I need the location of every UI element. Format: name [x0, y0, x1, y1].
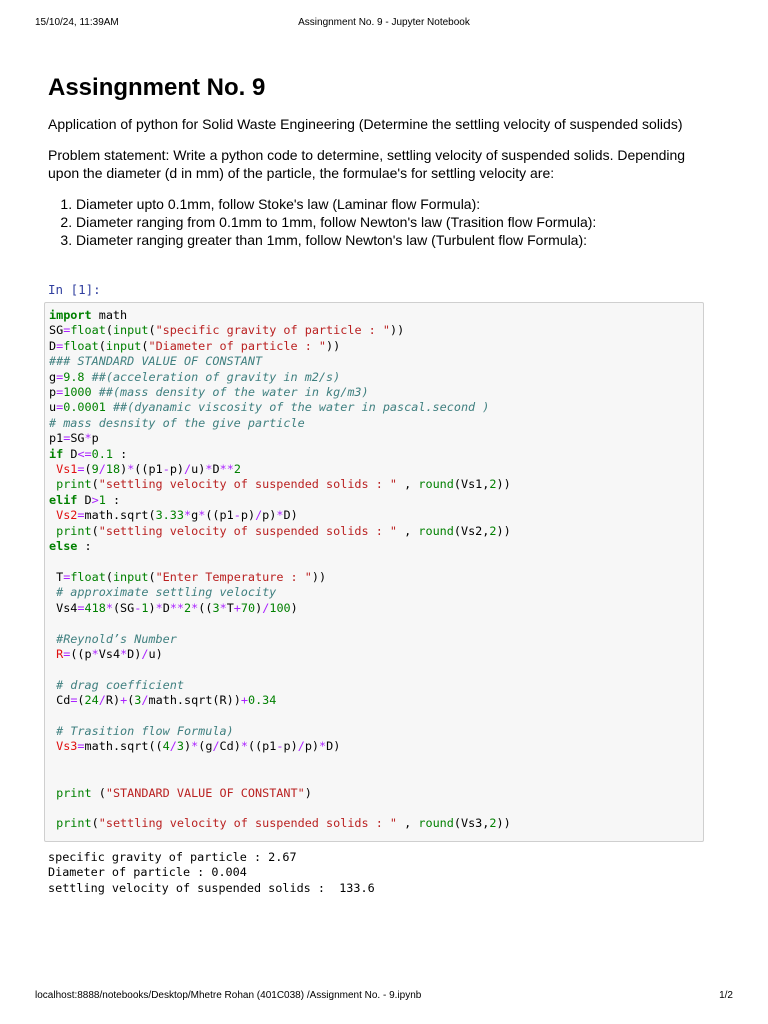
code-token: "Enter Temperature : " [155, 569, 312, 584]
code-token: / [184, 462, 192, 477]
code-token: : [105, 492, 121, 507]
code-token: 2 [489, 816, 497, 831]
code-token: p) [304, 739, 320, 754]
code-token: (Vs1, [453, 477, 490, 492]
code-token: / [255, 508, 263, 523]
print-page-title: Assingnment No. 9 - Jupyter Notebook [298, 17, 470, 28]
code-token: ((p [70, 646, 92, 661]
code-token: 1 [141, 600, 149, 615]
code-token: ( [91, 523, 99, 538]
code-token: * [219, 600, 227, 615]
code-token: 0.1 [91, 446, 113, 461]
code-token: SG [70, 431, 85, 446]
code-token: p [91, 431, 99, 446]
code-token: ) [184, 739, 192, 754]
print-header [35, 17, 733, 31]
code-token: / [262, 600, 270, 615]
code-comment: # Trasition flow Formula) [49, 723, 234, 738]
code-token: (Vs2, [453, 523, 490, 538]
code-token: round [418, 523, 454, 538]
code-token: D [162, 600, 170, 615]
code-token: (Vs3, [453, 816, 490, 831]
code-token: 418 [84, 600, 106, 615]
code-token: - [134, 600, 142, 615]
print-footer [35, 990, 733, 1004]
code-token: p) [262, 508, 277, 523]
code-comment: ##(dyanamic viscosity of the water in pascal.second ) [105, 400, 490, 415]
code-token: D) [283, 508, 298, 523]
code-token: = [63, 323, 71, 338]
code-token: math.sqrt( [84, 508, 156, 523]
problem-statement: Problem statement: Write a python code to determine, settling velocity of suspended solids. Depending upon the diameter (d in mm) of the particle, the formulae's for settling velocity are: [48, 147, 686, 181]
code-token: "STANDARD VALUE OF CONSTANT" [105, 785, 305, 800]
code-token: round [418, 477, 454, 492]
code-token: g [191, 508, 199, 523]
code-token: float [70, 569, 106, 584]
output-line: specific gravity of particle : 2.67 [48, 850, 297, 864]
code-token: Vs2 [49, 508, 78, 523]
code-token: + [120, 693, 128, 708]
code-token: 100 [269, 600, 291, 615]
code-token: = [77, 739, 85, 754]
code-token: (g [198, 739, 213, 754]
code-token: ( [91, 785, 106, 800]
code-token: 0.34 [247, 693, 277, 708]
code-comment: # mass desnsity of the give particle [49, 415, 305, 430]
code-token: * [205, 462, 213, 477]
code-token: elif [49, 492, 78, 507]
code-token: (( [198, 600, 213, 615]
print-date: 15/10/24, 11:39AM [35, 17, 119, 28]
code-token: * [191, 739, 199, 754]
code-token: 18 [105, 462, 121, 477]
code-token: * [240, 739, 248, 754]
code-token: = [63, 569, 71, 584]
code-token: 1000 [63, 385, 92, 400]
code-token: 0.0001 [63, 400, 106, 415]
code-token: 70 [240, 600, 256, 615]
intro-text: Application of python for Solid Waste Engineering (Determine the settling velocity of suspended solids) [48, 116, 683, 132]
code-comment: #Reynold’s Number [49, 631, 177, 646]
code-token: * [191, 600, 199, 615]
code-token: , [397, 523, 419, 538]
code-token: 9.8 [63, 369, 85, 384]
code-token: * [127, 462, 135, 477]
code-token: R) [105, 693, 121, 708]
code-cell[interactable] [44, 302, 704, 842]
code-token: - [233, 508, 241, 523]
code-token: p [49, 385, 57, 400]
code-token: , [397, 477, 419, 492]
code-comment: # approximate settling velocity [49, 585, 277, 600]
code-token: ( [105, 323, 113, 338]
code-token: 3 [212, 600, 220, 615]
code-token: if [49, 446, 64, 461]
code-token: * [319, 739, 327, 754]
code-token: ( [148, 569, 156, 584]
code-editor[interactable] [49, 308, 511, 832]
code-token: ( [127, 693, 135, 708]
code-token: )) [496, 477, 511, 492]
cell-input-prompt: In [1]: [48, 282, 101, 297]
code-token: * [183, 508, 192, 523]
code-token: D [63, 446, 78, 461]
code-token: D [212, 462, 220, 477]
code-token: ) [304, 785, 312, 800]
code-token: 2 [233, 462, 241, 477]
code-token: = [77, 600, 85, 615]
code-token: * [84, 431, 92, 446]
code-token: = [63, 646, 71, 661]
code-token: = [77, 462, 85, 477]
code-token: ((p1 [205, 508, 234, 523]
code-token: 9 [91, 462, 99, 477]
code-token: Vs3 [49, 739, 78, 754]
code-token: 3 [134, 693, 142, 708]
code-token: / [141, 646, 149, 661]
code-token: )) [496, 523, 511, 538]
code-token: u) [191, 462, 206, 477]
code-token: ) [290, 600, 298, 615]
code-token: - [162, 462, 170, 477]
code-token: * [105, 600, 113, 615]
code-token: "settling velocity of suspended solids : " [98, 477, 398, 492]
code-token: T [226, 600, 234, 615]
rule-item: 1. Diameter upto 0.1mm, follow Stoke's law (Laminar flow Formula): [76, 195, 716, 213]
rules-list [48, 195, 716, 249]
code-token: : [112, 446, 128, 461]
code-token: = [70, 693, 78, 708]
code-token: = [56, 400, 64, 415]
code-token: input [112, 323, 149, 338]
code-token: import [49, 308, 92, 322]
code-token: ) [148, 600, 156, 615]
code-token: ((p1 [247, 739, 277, 754]
code-comment: ### STANDARD VALUE OF CONSTANT [49, 354, 263, 369]
code-token: = [56, 338, 64, 353]
code-token: ** [169, 600, 185, 615]
code-token: u [49, 400, 57, 415]
code-token: ) [120, 462, 128, 477]
code-token: T [49, 569, 64, 584]
code-token: "settling velocity of suspended solids : " [98, 523, 398, 538]
code-token: / [169, 739, 177, 754]
rule-item: 3. Diameter ranging greater than 1mm, follow Newton's law (Turbulent flow Formula): [76, 231, 716, 249]
code-token: math.sqrt(R)) [148, 693, 241, 708]
notebook-heading: Assingnment No. 9 [48, 74, 266, 101]
code-token: * [91, 646, 99, 661]
page-number: 1/2 [719, 990, 733, 1001]
code-token: float [70, 323, 106, 338]
code-token: ( [84, 462, 92, 477]
code-token: g [49, 369, 57, 384]
rule-item: 2. Diameter ranging from 0.1mm to 1mm, follow Newton's law (Trasition flow Formula): [76, 213, 716, 231]
code-token: ( [148, 323, 156, 338]
code-token: Cd [49, 693, 71, 708]
code-token: > [91, 492, 99, 507]
code-token: print [49, 477, 92, 492]
code-token: ( [91, 477, 99, 492]
code-token: ( [98, 338, 106, 353]
code-token: D [49, 338, 57, 353]
code-token: : [77, 539, 92, 554]
code-token: + [233, 600, 241, 615]
code-token: p) [169, 462, 185, 477]
code-token: ( [105, 569, 113, 584]
code-token: 3 [176, 739, 184, 754]
code-comment: ##(acceleration of gravity in m2/s) [84, 369, 341, 384]
code-token: )) [326, 338, 341, 353]
code-token: p1 [49, 431, 64, 446]
code-token: )) [389, 323, 405, 338]
code-token: * [276, 508, 284, 523]
code-token: "settling velocity of suspended solids : " [98, 816, 398, 831]
code-token: * [120, 646, 128, 661]
code-token: "Diameter of particle : " [148, 338, 327, 353]
code-token: (SG [112, 600, 135, 615]
code-token: )) [311, 569, 327, 584]
code-token: = [56, 385, 64, 400]
code-token: 2 [184, 600, 192, 615]
output-line: Diameter of particle : 0.004 [48, 865, 247, 880]
code-token: <= [77, 446, 92, 461]
code-token: math [91, 308, 128, 322]
code-token: 2 [489, 477, 497, 492]
code-token: * [155, 600, 163, 615]
code-token: else [49, 539, 78, 554]
code-token: , [397, 816, 419, 831]
print-url: localhost:8888/notebooks/Desktop/Mhetre Rohan (401C038) /Assignment No. - 9.ipynb [35, 990, 422, 1001]
code-token: Vs4 [49, 600, 78, 615]
code-token: input [112, 569, 149, 584]
code-token: / [98, 462, 106, 477]
code-token: + [240, 693, 248, 708]
code-token: = [56, 369, 64, 384]
output-line: settling velocity of suspended solids : 133.6 [48, 880, 375, 895]
code-token: / [141, 693, 149, 708]
code-token: u) [148, 646, 163, 661]
code-token: / [297, 739, 305, 754]
code-token: print [49, 523, 92, 538]
code-token: SG [49, 323, 64, 338]
code-token: p) [283, 739, 298, 754]
code-token: 2 [489, 523, 497, 538]
code-token: Vs1 [49, 462, 78, 477]
code-token: 1 [98, 492, 106, 507]
code-token: ) [255, 600, 263, 615]
code-token: D) [127, 646, 142, 661]
code-token: 24 [84, 693, 99, 708]
code-token: D) [326, 739, 341, 754]
code-token: = [63, 431, 71, 446]
code-comment: ##(mass density of the water in kg/m3) [91, 385, 369, 400]
code-token: "specific gravity of particle : " [155, 323, 390, 338]
code-token: / [212, 739, 220, 754]
code-token: Vs4 [98, 646, 121, 661]
code-token: Cd) [219, 739, 241, 754]
code-token: )) [496, 816, 511, 831]
code-token: math.sqrt(( [84, 739, 163, 754]
code-token: * [198, 508, 206, 523]
code-token: R [49, 646, 64, 661]
code-token: 3.33 [155, 508, 184, 523]
code-token: ((p1 [134, 462, 163, 477]
code-token: / [98, 693, 106, 708]
code-token: 4 [162, 739, 170, 754]
code-token: ( [141, 338, 149, 353]
code-token: print [49, 816, 92, 831]
cell-output [48, 850, 375, 896]
code-token: - [276, 739, 284, 754]
code-token: = [77, 508, 85, 523]
code-token: round [418, 816, 454, 831]
code-token: input [105, 338, 142, 353]
code-comment: # drag coefficient [49, 677, 184, 692]
code-token: ** [219, 462, 234, 477]
code-token: float [63, 338, 99, 353]
code-token: D [77, 492, 92, 507]
code-token: ( [91, 816, 99, 831]
code-token: ( [77, 693, 85, 708]
code-token: p) [240, 508, 256, 523]
code-token: print [49, 785, 92, 800]
